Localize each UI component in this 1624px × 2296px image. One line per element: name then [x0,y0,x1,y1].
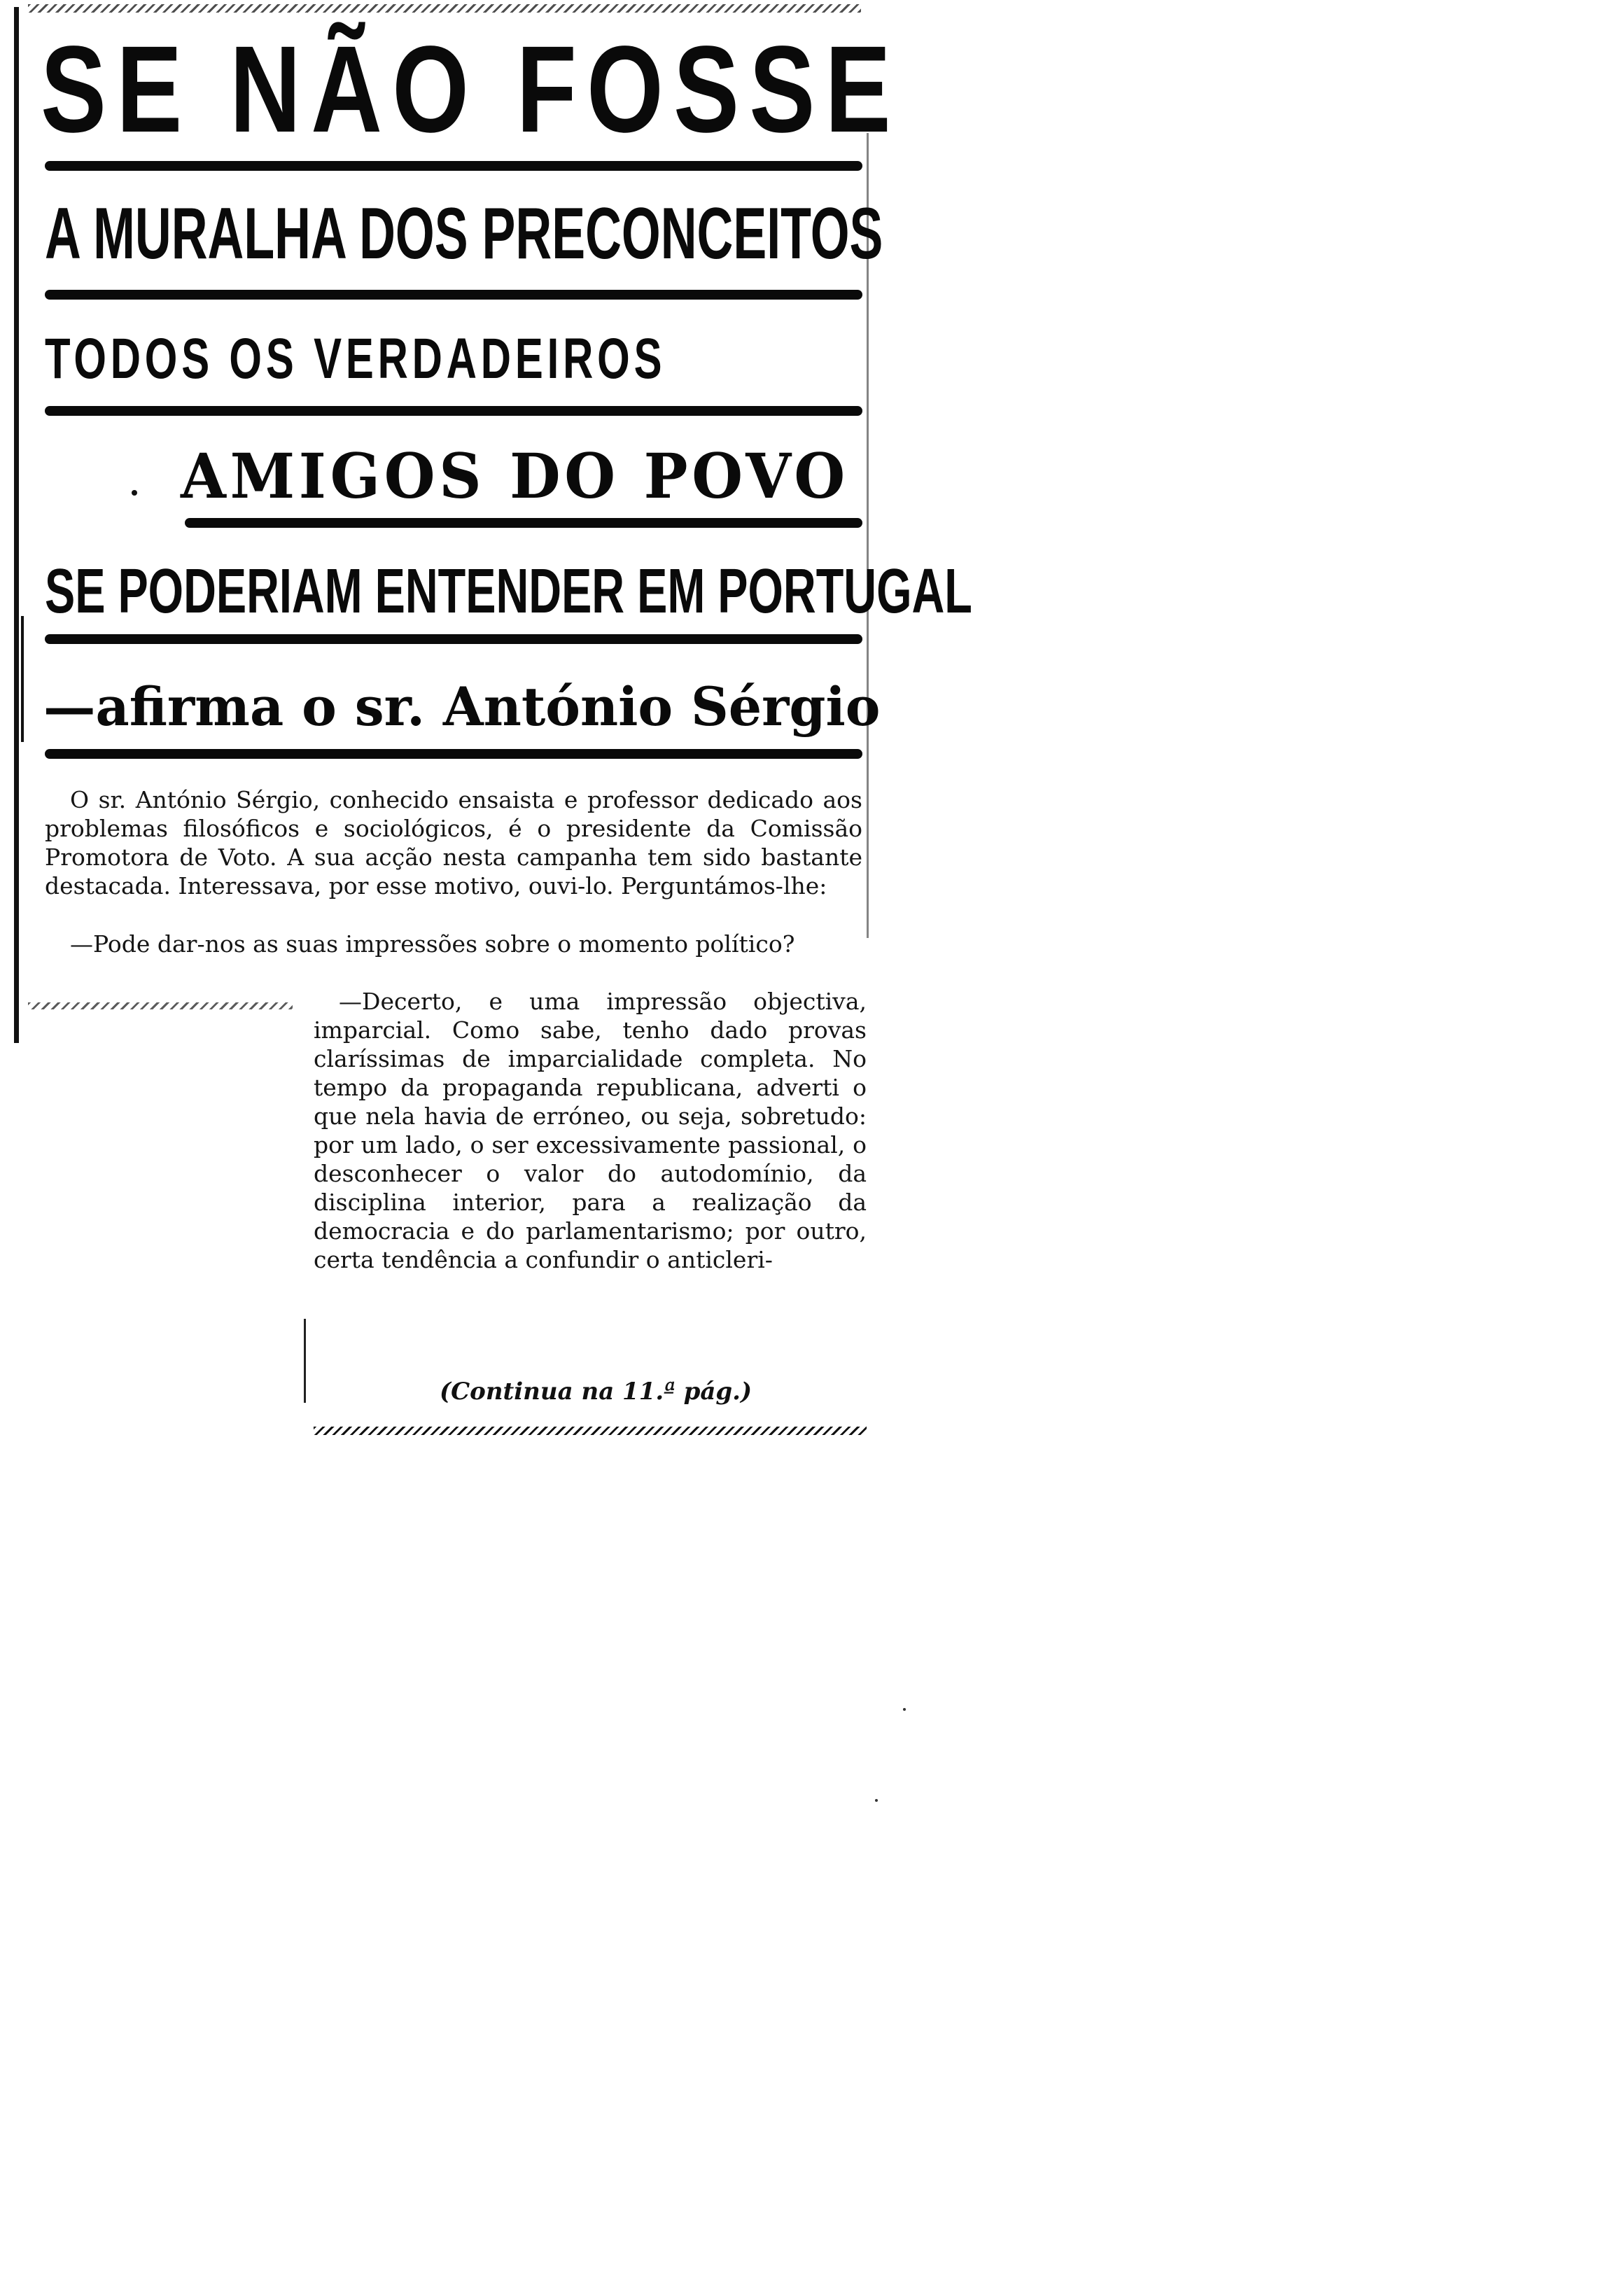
scan-speck [875,1799,878,1802]
headline-se-nao-fosse: SE NÃO FOSSE [41,21,902,158]
headline-amigos-do-povo: AMIGOS DO POVO [181,440,849,512]
article-lead-paragraph: O sr. António Sérgio, conhecido ensaista e professor dedicado aos problemas filosóficos e sociológicos, é o presidente da Comissão Promotora de Voto. A sua acção nesta campanha tem sido bastante destacada. Interessava, por esse motivo, ouvi-lo. Perguntámos-lhe: [45,786,862,899]
headline-rule [185,518,862,528]
decorative-dot [132,490,137,496]
headline-muralha: A MURALHA DOS PRECONCEITOS [45,193,883,274]
headline-rule [45,634,862,644]
scan-speck [903,1708,906,1711]
headline-rule [45,749,862,759]
headline-attribution: —afirma o sr. António Sérgio [43,676,881,738]
interview-question: —Pode dar-nos as suas impressões sobre o momento político? [70,930,795,958]
continuation-note: (Continua na 11.ª pág.) [440,1378,752,1406]
interview-answer: —Decerto, e uma impressão objectiva, imparcial. Como sabe, tenho dado provas claríssimas de imparcialidade completa. No tempo da propaganda republicana, adverti o que nela havia de erróneo, ou seja, sobretudo: por um lado, o ser excessivamente passional, o desconhecer o valor do autodomínio, da disciplina interior, para a realização da democracia e do parlamentarismo; por outro, certa tendência a confundir o anticleri- [314,988,867,1273]
clipping-left-border-mark [21,616,24,742]
headline-rule [45,161,862,171]
clipping-left-border [14,7,19,1043]
column-wavy-rule [28,1002,293,1009]
headline-portugal: SE PODERIAM ENTENDER EM PORTUGAL [45,556,972,626]
headline-rule [45,290,862,300]
bottom-wavy-rule [314,1427,867,1435]
top-wavy-rule [28,4,861,13]
headline-todos-os-verdadeiros: TODOS OS VERDADEIROS [45,327,666,391]
column-margin-rule [304,1319,306,1403]
headline-rule [45,406,862,416]
